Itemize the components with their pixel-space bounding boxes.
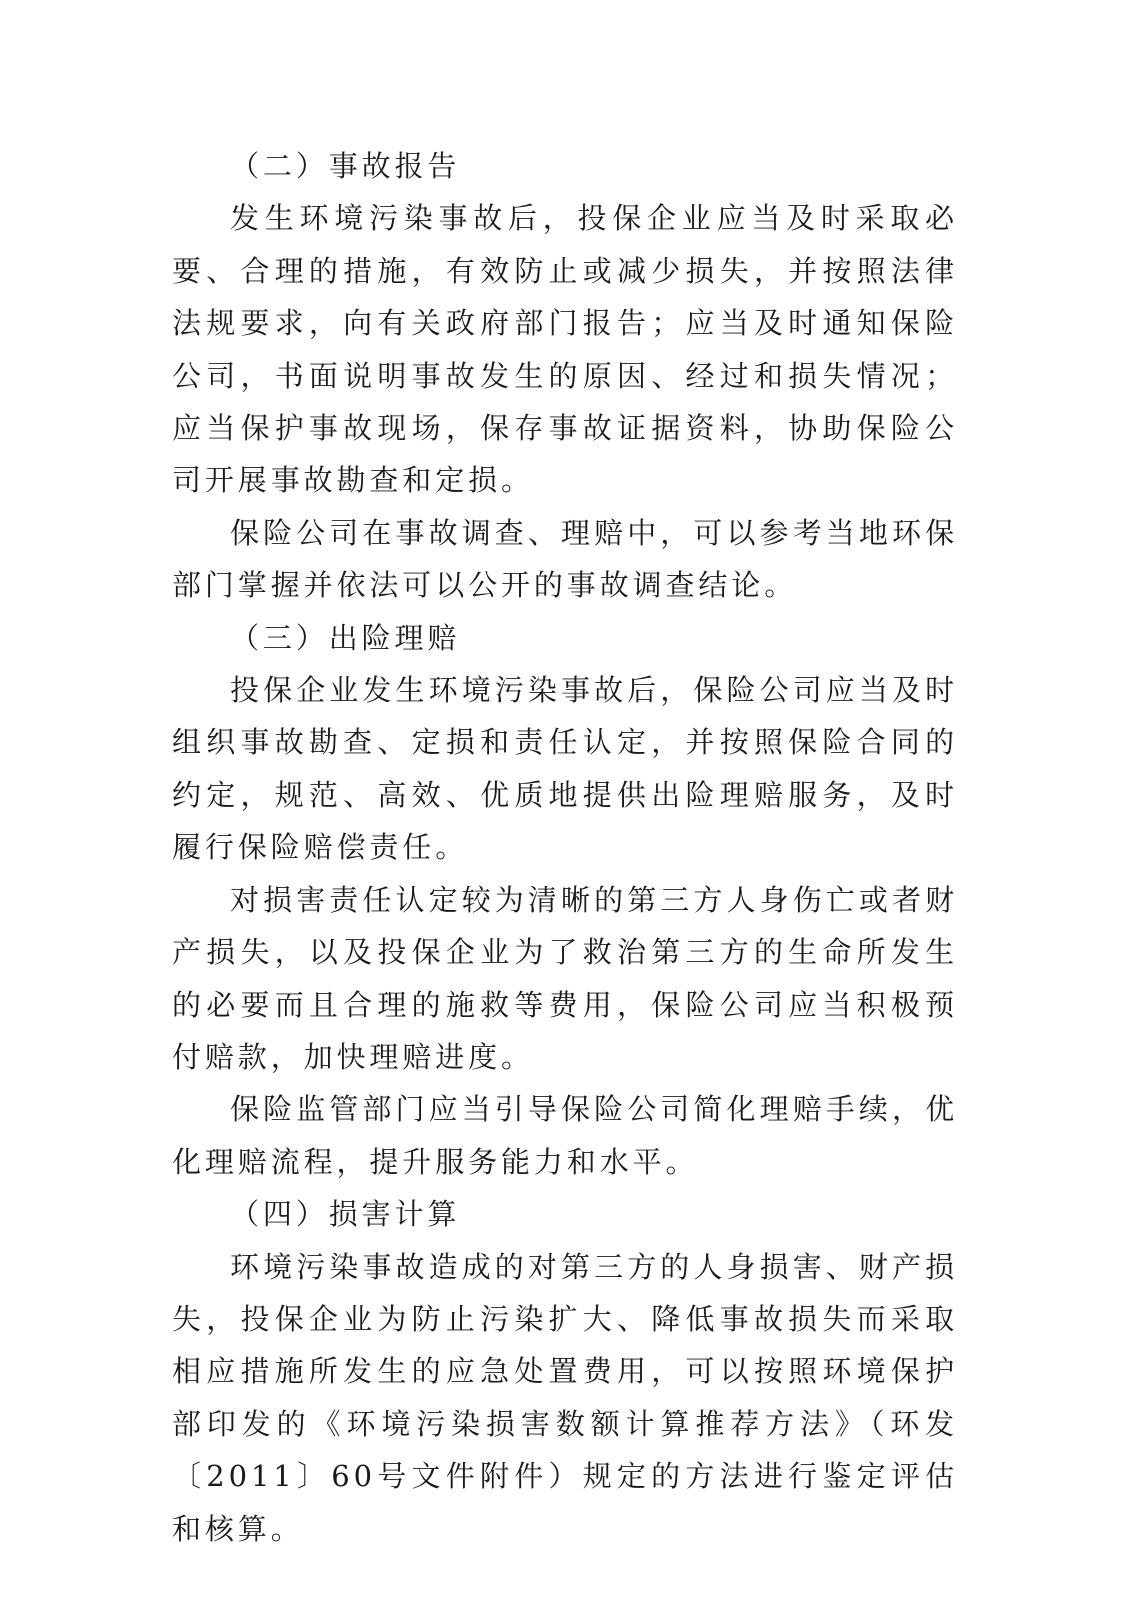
- document-body: [172, 140, 958, 1555]
- section-heading-damage-calculation: （四）损害计算: [230, 1197, 461, 1232]
- paragraph-accident-report-1: 发生环境污染事故后，投保企业应当及时采取必要、合理的措施，有效防止或减少损失，并按照法律法规要求，向有关政府部门报告；应当及时通知保险公司，书面说明事故发生的原因、经过和损失情况；应当保护事故现场，保存事故证据资料，协助保险公司开展事故勘查和定损。: [172, 201, 958, 498]
- section-heading-accident-report: （二）事故报告: [230, 149, 461, 183]
- paragraph-claims-2: 对损害责任认定较为清晰的第三方人身伤亡或者财产损失，以及投保企业为了救治第三方的生命所发生的必要而且合理的施救等费用，保险公司应当积极预付赔款，加快理赔进度。: [172, 882, 958, 1074]
- paragraph-claims-3: 保险监管部门应当引导保险公司简化理赔手续，优化理赔流程，提升服务能力和水平。: [172, 1092, 958, 1179]
- section-heading-claims: （三）出险理赔: [230, 620, 461, 655]
- paragraph-accident-report-2: 保险公司在事故调查、理赔中，可以参考当地环保部门掌握并依法可以公开的事故调查结论。: [172, 515, 958, 603]
- paragraph-damage-calculation-1: 环境污染事故造成的对第三方的人身损害、财产损失，投保企业为防止污染扩大、降低事故损失而采取相应措施所发生的应急处置费用，可以按照环境保护部印发的《环境污染损害数额计算推荐方法》（环发〔2011〕60号文件附件）规定的方法进行鉴定评估和核算。: [172, 1249, 958, 1546]
- paragraph-claims-1: 投保企业发生环境污染事故后，保险公司应当及时组织事故勘查、定损和责任认定，并按照保险合同的约定，规范、高效、优质地提供出险理赔服务，及时履行保险赔偿责任。: [172, 673, 958, 865]
